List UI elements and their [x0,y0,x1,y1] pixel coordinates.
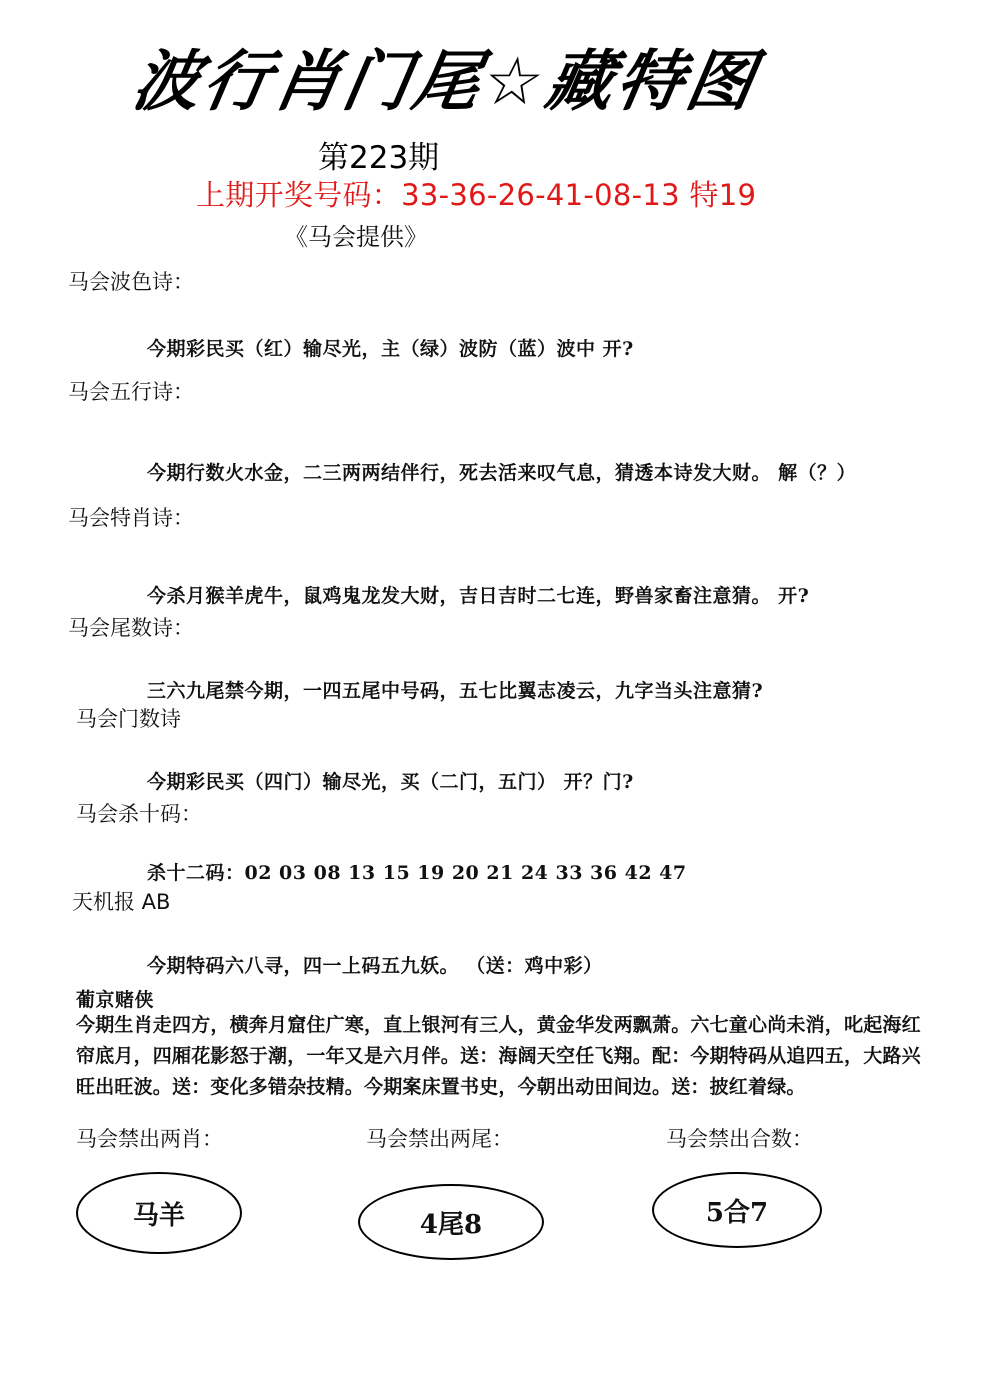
poster-title: 波行肖门尾☆藏特图 [127,43,764,120]
ban-tail-label: 马会禁出两尾： [366,1127,513,1151]
ban-sum-ellipse [652,1172,822,1248]
last-draw-numbers: 上期开奖号码：33-36-26-41-08-13 特19 [196,178,757,212]
section-heading-special-zodiac: 马会特肖诗： [68,506,194,530]
section-heading-five-elements: 马会五行诗： [68,380,194,404]
section-heading-wave-color: 马会波色诗： [68,270,194,294]
ban-tail-ellipse [358,1184,544,1260]
pujing-heading: 葡京赌侠 [76,989,155,1011]
ban-tail-value: 4尾8 [419,1209,483,1240]
section-heading-gate-number: 马会门数诗 [76,707,181,731]
section-heading-tail-number: 马会尾数诗： [68,616,194,640]
section-content-special-zodiac: 今杀月猴羊虎牛，鼠鸡鬼龙发大财，吉日吉时二七连，野兽家畜注意猜。 开? [147,585,810,607]
section-heading-kill-ten: 马会杀十码： [76,802,202,826]
section-content-tail-number: 三六九尾禁今期，一四五尾中号码，五七比翼志凌云，九字当头注意猜? [147,680,764,702]
section-content-kill-ten: 杀十二码：02 03 08 13 15 19 20 21 24 33 36 42 47 [147,862,687,884]
ban-zodiac-label: 马会禁出两肖： [76,1127,223,1151]
issue-number: 第223期 [318,140,440,176]
ban-sum-value: 5合7 [705,1197,769,1228]
ban-zodiac-value: 马羊 [132,1200,185,1231]
section-content-five-elements: 今期行数火水金，二三两两结伴行，死去活来叹气息，猜透本诗发大财。 解（？） [147,462,857,484]
ban-zodiac-ellipse [76,1172,242,1254]
section-content-wave-color: 今期彩民买（红）输尽光，主（绿）波防（蓝）波中 开? [147,338,634,360]
ban-sum-label: 马会禁出合数： [666,1127,813,1151]
section-content-tianji: 今期特码六八寻，四一上码五九妖。 （送：鸡中彩） [147,955,603,977]
provider-label: 《马会提供》 [284,223,428,251]
section-content-gate-number: 今期彩民买（四门）输尽光，买（二门，五门） 开？门? [147,771,634,793]
section-heading-tianji: 天机报 AB [72,890,171,914]
pujing-text: 今期生肖走四方，横奔月窟住广寒，直上银河有三人，黄金华发两飘萧。六七童心尚未消，叱起海红帘底月，四厢花影怒于潮，一年又是六月伴。送：海阔天空任飞翔。配：今期特码从追四五，大路兴旺出旺波。送：变化多错杂技精。今期案床置书史，今朝出动田间边。送：披红着绿。 [76,1014,921,1098]
